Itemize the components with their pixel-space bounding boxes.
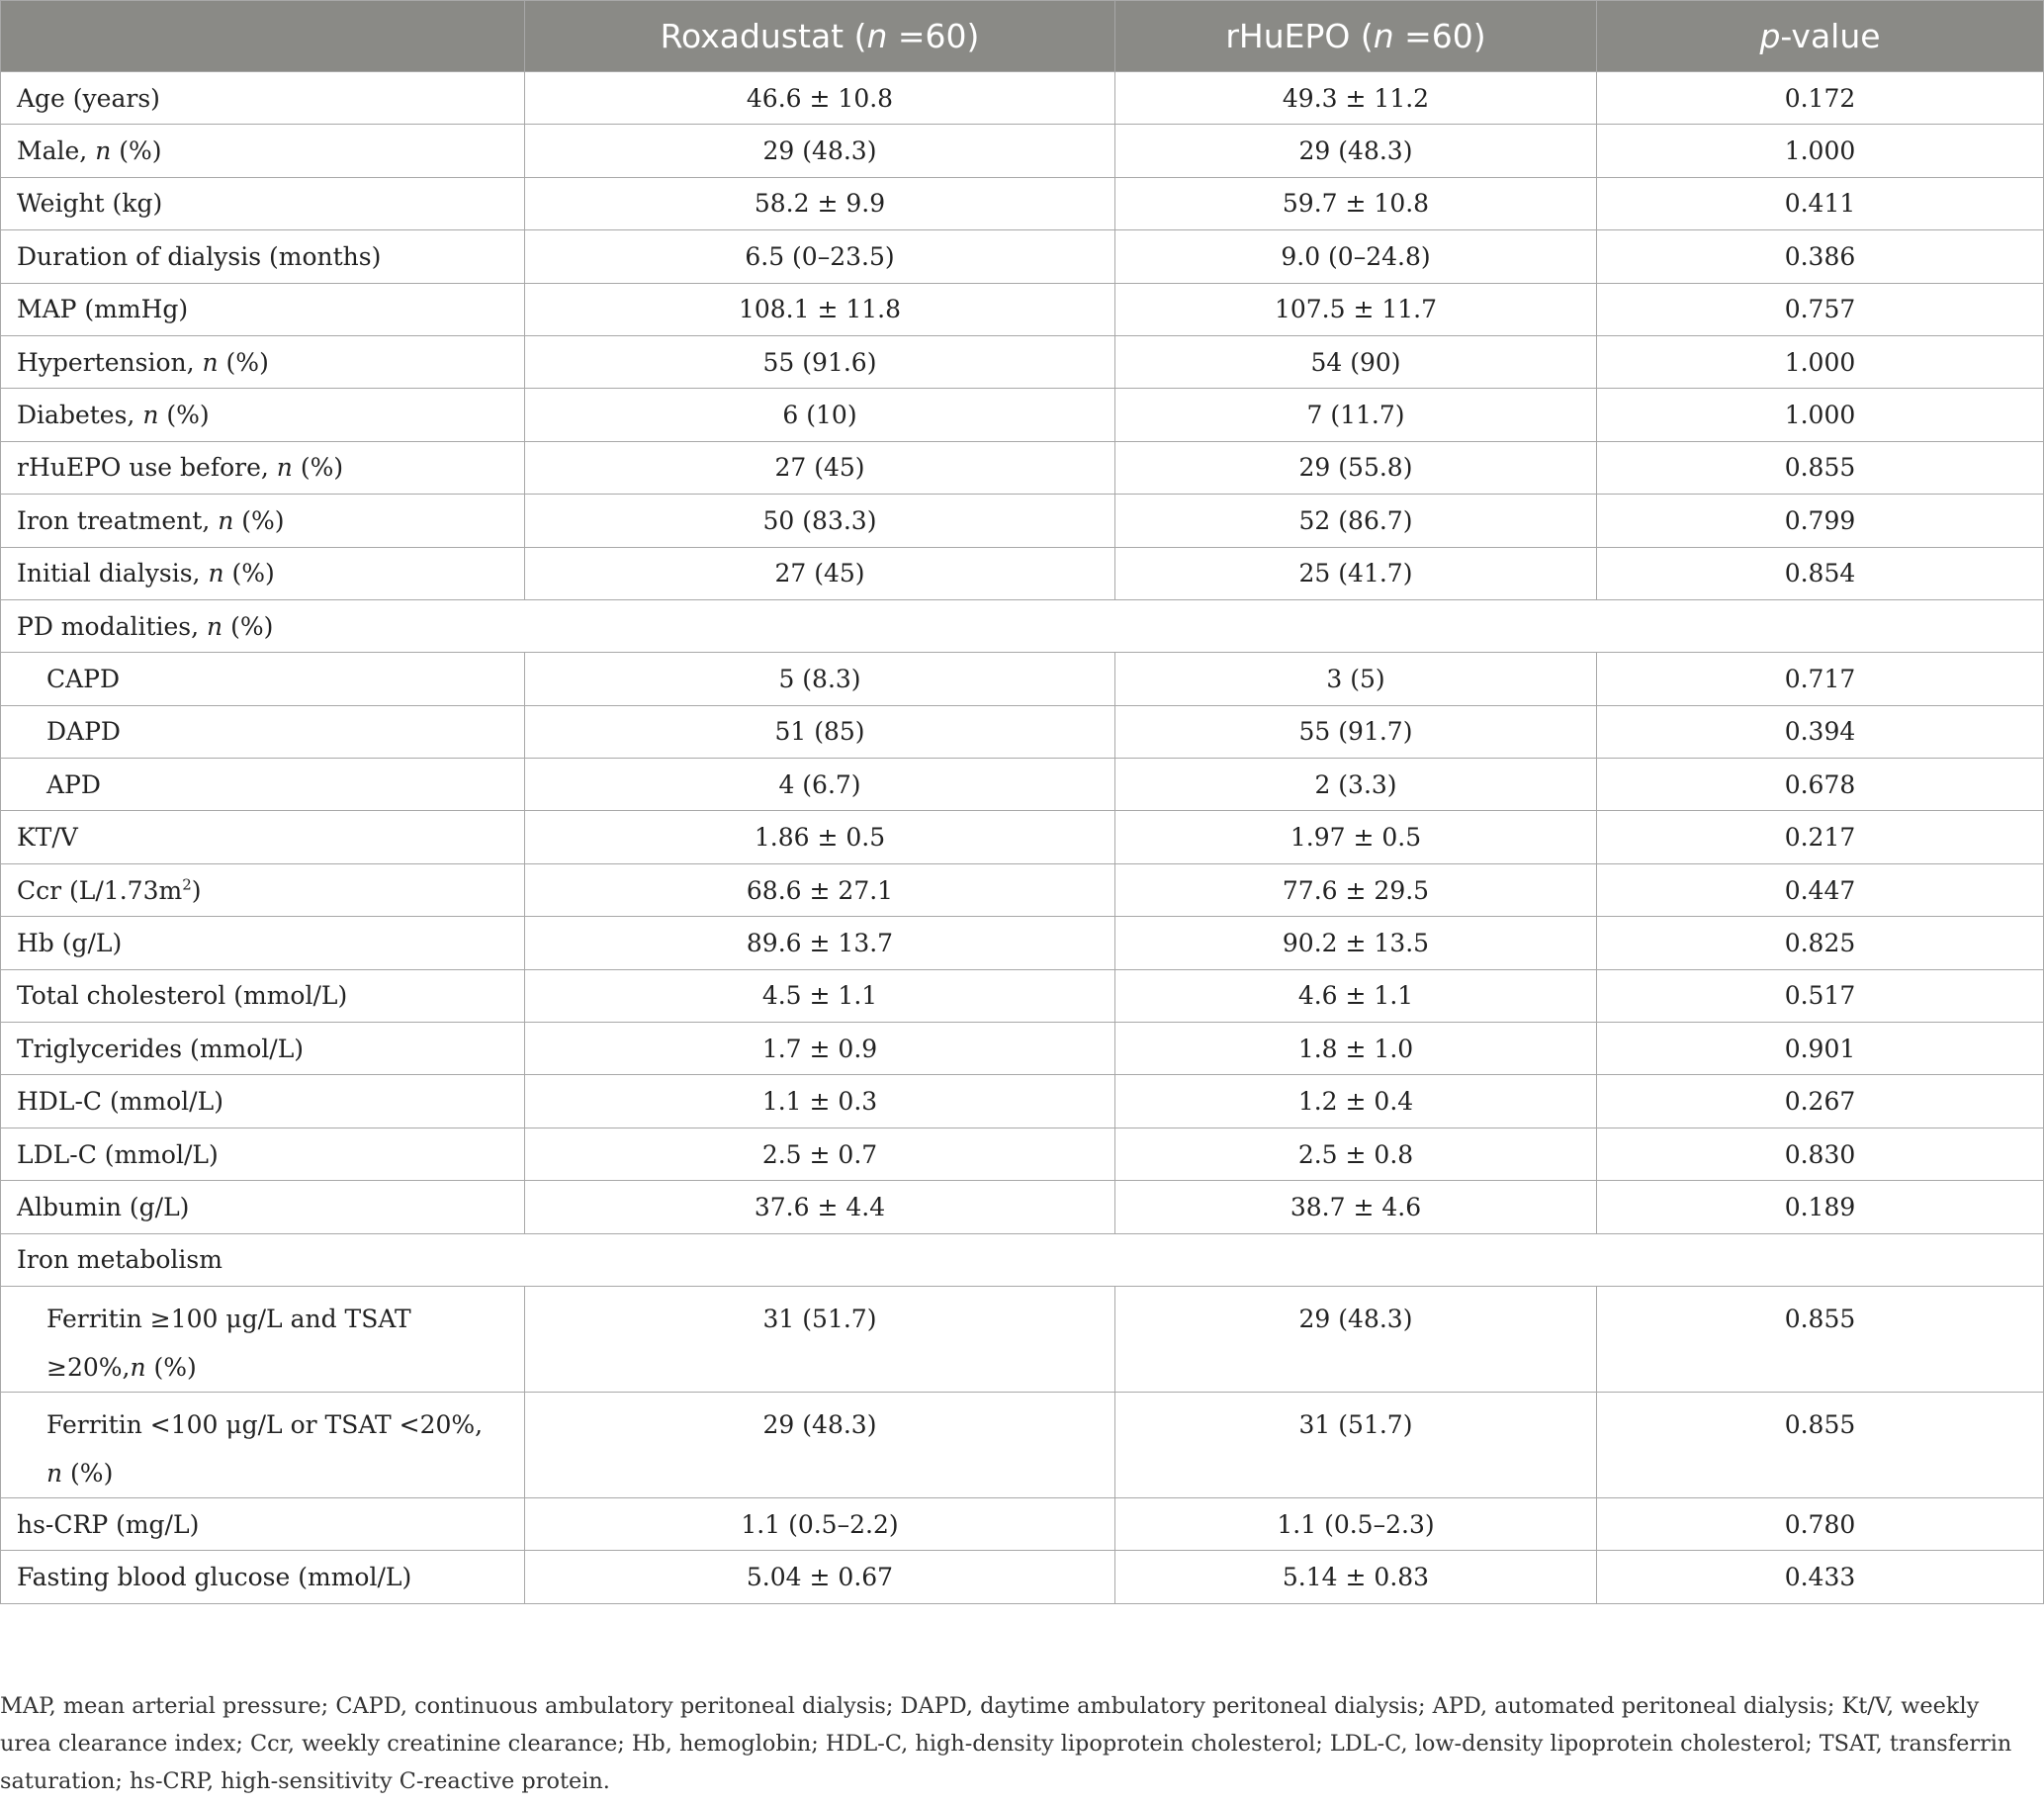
row-label: DAPD <box>1 705 525 758</box>
cell-roxadustat: 4.5 ± 1.1 <box>525 969 1115 1022</box>
row-label: Diabetes, n (%) <box>1 389 525 441</box>
cell-rhuepo: 1.8 ± 1.0 <box>1115 1023 1597 1075</box>
row-label: Total cholesterol (mmol/L) <box>1 969 525 1022</box>
table-row <box>1 1181 2044 1233</box>
row-label: Albumin (g/L) <box>1 1181 525 1233</box>
table-row <box>1 653 2044 705</box>
cell-rhuepo: 90.2 ± 13.5 <box>1115 917 1597 969</box>
cell-roxadustat: 68.6 ± 27.1 <box>525 863 1115 916</box>
cell-p-value: 0.217 <box>1597 811 2044 863</box>
table-row <box>1 1551 2044 1603</box>
cell-rhuepo: 54 (90) <box>1115 335 1597 388</box>
cell-p-value: 0.517 <box>1597 969 2044 1022</box>
row-label: KT/V <box>1 811 525 863</box>
cell-p-value: 0.394 <box>1597 705 2044 758</box>
cell-p-value: 1.000 <box>1597 125 2044 177</box>
table-row <box>1 1075 2044 1128</box>
cell-roxadustat: 1.7 ± 0.9 <box>525 1023 1115 1075</box>
table-row <box>1 495 2044 547</box>
header-roxadustat: Roxadustat (n =60) <box>525 1 1115 72</box>
cell-roxadustat: 29 (48.3) <box>525 1392 1115 1497</box>
cell-rhuepo: 77.6 ± 29.5 <box>1115 863 1597 916</box>
table-row <box>1 1023 2044 1075</box>
row-label: Hb (g/L) <box>1 917 525 969</box>
cell-p-value: 0.780 <box>1597 1497 2044 1550</box>
cell-roxadustat: 29 (48.3) <box>525 125 1115 177</box>
table-header-row <box>1 1 2044 72</box>
table-row <box>1 917 2044 969</box>
row-label: CAPD <box>1 653 525 705</box>
cell-p-value: 0.854 <box>1597 547 2044 599</box>
cell-rhuepo: 29 (55.8) <box>1115 441 1597 494</box>
row-label: LDL-C (mmol/L) <box>1 1128 525 1180</box>
cell-p-value: 0.901 <box>1597 1023 2044 1075</box>
table-row <box>1 125 2044 177</box>
cell-rhuepo: 9.0 (0–24.8) <box>1115 230 1597 283</box>
row-label: HDL-C (mmol/L) <box>1 1075 525 1128</box>
cell-p-value: 0.830 <box>1597 1128 2044 1180</box>
row-label: Triglycerides (mmol/L) <box>1 1023 525 1075</box>
cell-p-value: 0.757 <box>1597 283 2044 335</box>
row-label: Initial dialysis, n (%) <box>1 547 525 599</box>
cell-p-value: 1.000 <box>1597 389 2044 441</box>
table-row <box>1 1392 2044 1497</box>
cell-p-value: 0.717 <box>1597 653 2044 705</box>
cell-roxadustat: 6 (10) <box>525 389 1115 441</box>
table-row <box>1 441 2044 494</box>
cell-roxadustat: 1.1 ± 0.3 <box>525 1075 1115 1128</box>
row-label: Ccr $(L/1.73m^2)$ <box>1 863 525 916</box>
row-label: Ferritin <100 μg/L or TSAT <20%, n (%) <box>1 1392 525 1497</box>
cell-rhuepo: 29 (48.3) <box>1115 1286 1597 1392</box>
row-label: MAP (mmHg) <box>1 283 525 335</box>
header-rhuepo: rHuEPO (n =60) <box>1115 1 1597 72</box>
cell-roxadustat: 51 (85) <box>525 705 1115 758</box>
cell-p-value: 0.433 <box>1597 1551 2044 1603</box>
cell-rhuepo: 38.7 ± 4.6 <box>1115 1181 1597 1233</box>
section-label-iron-metabolism: Iron metabolism <box>1 1233 2044 1286</box>
section-label-pd-modalities: PD modalities, n (%) <box>1 599 2044 652</box>
table-row <box>1 72 2044 125</box>
cell-roxadustat: 1.86 ± 0.5 <box>525 811 1115 863</box>
cell-rhuepo: 25 (41.7) <box>1115 547 1597 599</box>
cell-rhuepo: 1.97 ± 0.5 <box>1115 811 1597 863</box>
cell-p-value: 0.267 <box>1597 1075 2044 1128</box>
cell-rhuepo: 107.5 ± 11.7 <box>1115 283 1597 335</box>
table-row <box>1 335 2044 388</box>
row-label: Male, n (%) <box>1 125 525 177</box>
cell-roxadustat: 5.04 ± 0.67 <box>525 1551 1115 1603</box>
cell-rhuepo: 2 (3.3) <box>1115 759 1597 811</box>
row-label: hs-CRP (mg/L) <box>1 1497 525 1550</box>
table-row <box>1 759 2044 811</box>
cell-rhuepo: 3 (5) <box>1115 653 1597 705</box>
table-footnote: MAP, mean arterial pressure; CAPD, continuous ambulatory peritoneal dialysis; DAPD, daytime ambulatory peritoneal dialysis; APD, automated peritoneal dialysis; Kt/V, weekly urea clearance index; Ccr, weekly creatinine clearance; Hb, hemoglobin; HDL-C, high-density lipoprotein cholesterol; LDL-C, low-density lipoprotein cholesterol; TSAT, transferrin saturation; hs-CRP, high-sensitivity C-reactive protein. <box>0 1693 2012 1794</box>
table-row <box>1 547 2044 599</box>
cell-rhuepo: 59.7 ± 10.8 <box>1115 177 1597 229</box>
cell-p-value: 0.447 <box>1597 863 2044 916</box>
cell-roxadustat: 27 (45) <box>525 547 1115 599</box>
table-row <box>1 283 2044 335</box>
header-p-value: p-value <box>1597 1 2044 72</box>
cell-rhuepo: 1.2 ± 0.4 <box>1115 1075 1597 1128</box>
cell-roxadustat: 27 (45) <box>525 441 1115 494</box>
cell-roxadustat: 46.6 ± 10.8 <box>525 72 1115 125</box>
table-row <box>1 1497 2044 1550</box>
table-section-row <box>1 1233 2044 1286</box>
header-variable <box>1 1 525 72</box>
cell-roxadustat: 1.1 (0.5–2.2) <box>525 1497 1115 1550</box>
cell-rhuepo: 49.3 ± 11.2 <box>1115 72 1597 125</box>
cell-p-value: 0.386 <box>1597 230 2044 283</box>
table-row <box>1 1286 2044 1392</box>
row-label: Age (years) <box>1 72 525 125</box>
table-row <box>1 1128 2044 1180</box>
row-label: Duration of dialysis (months) <box>1 230 525 283</box>
cell-p-value: 0.855 <box>1597 1392 2044 1497</box>
cell-p-value: 0.411 <box>1597 177 2044 229</box>
row-label: Fasting blood glucose (mmol/L) <box>1 1551 525 1603</box>
row-label: Ferritin ≥100 μg/L and TSAT ≥20%,n (%) <box>1 1286 525 1392</box>
cell-roxadustat: 31 (51.7) <box>525 1286 1115 1392</box>
cell-roxadustat: 4 (6.7) <box>525 759 1115 811</box>
cell-rhuepo: 29 (48.3) <box>1115 125 1597 177</box>
table-section-row <box>1 599 2044 652</box>
cell-roxadustat: 6.5 (0–23.5) <box>525 230 1115 283</box>
cell-rhuepo: 4.6 ± 1.1 <box>1115 969 1597 1022</box>
cell-roxadustat: 50 (83.3) <box>525 495 1115 547</box>
cell-p-value: 0.855 <box>1597 441 2044 494</box>
cell-rhuepo: 52 (86.7) <box>1115 495 1597 547</box>
cell-roxadustat: 5 (8.3) <box>525 653 1115 705</box>
row-label: rHuEPO use before, n (%) <box>1 441 525 494</box>
cell-p-value: 0.678 <box>1597 759 2044 811</box>
cell-rhuepo: 1.1 (0.5–2.3) <box>1115 1497 1597 1550</box>
cell-roxadustat: 58.2 ± 9.9 <box>525 177 1115 229</box>
table-row <box>1 811 2044 863</box>
cell-p-value: 0.172 <box>1597 72 2044 125</box>
cell-roxadustat: 108.1 ± 11.8 <box>525 283 1115 335</box>
cell-rhuepo: 55 (91.7) <box>1115 705 1597 758</box>
cell-p-value: 0.825 <box>1597 917 2044 969</box>
table-row <box>1 863 2044 916</box>
table-row <box>1 177 2044 229</box>
row-label: APD <box>1 759 525 811</box>
cell-roxadustat: 2.5 ± 0.7 <box>525 1128 1115 1180</box>
cell-p-value: 1.000 <box>1597 335 2044 388</box>
table-row <box>1 969 2044 1022</box>
cell-roxadustat: 55 (91.6) <box>525 335 1115 388</box>
cell-p-value: 0.189 <box>1597 1181 2044 1233</box>
cell-p-value: 0.799 <box>1597 495 2044 547</box>
row-label: Weight (kg) <box>1 177 525 229</box>
cell-roxadustat: 37.6 ± 4.4 <box>525 1181 1115 1233</box>
row-label: Hypertension, n (%) <box>1 335 525 388</box>
table-row <box>1 705 2044 758</box>
cell-roxadustat: 89.6 ± 13.7 <box>525 917 1115 969</box>
table-row <box>1 230 2044 283</box>
cell-p-value: 0.855 <box>1597 1286 2044 1392</box>
row-label: Iron treatment, n (%) <box>1 495 525 547</box>
table-row <box>1 389 2044 441</box>
cell-rhuepo: 7 (11.7) <box>1115 389 1597 441</box>
cell-rhuepo: 2.5 ± 0.8 <box>1115 1128 1597 1180</box>
cell-rhuepo: 5.14 ± 0.83 <box>1115 1551 1597 1603</box>
cell-rhuepo: 31 (51.7) <box>1115 1392 1597 1497</box>
